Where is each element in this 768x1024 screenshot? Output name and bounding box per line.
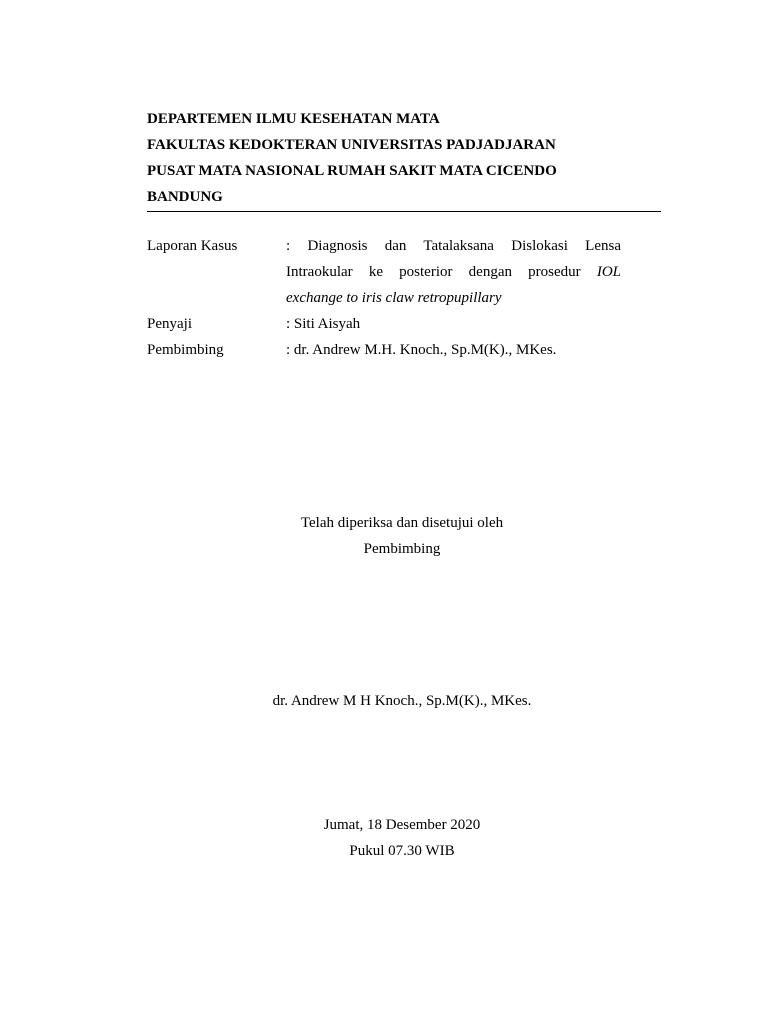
laporan-label: Laporan Kasus [147,238,238,254]
laporan-row [147,233,621,311]
laporan-line-2-text: Intraokular ke posterior dengan prosedur [286,264,581,280]
approval-role: Pembimbing [363,541,441,557]
institution-header [147,106,661,210]
approval-block [0,510,768,562]
signer-name: dr. Andrew M H Knoch., Sp.M(K)., MKes. [272,693,532,709]
pembimbing-value: : dr. Andrew M.H. Knoch., Sp.M(K)., MKes. [286,342,557,358]
header-hospital: PUSAT MATA NASIONAL RUMAH SAKIT MATA CICENDO [147,163,557,179]
pembimbing-row [147,337,621,363]
laporan-line-1: : Diagnosis dan Tatalaksana Dislokasi Lensa [286,238,621,254]
laporan-line-3: exchange to iris claw retropupillary [286,290,502,306]
laporan-line-2-italic: IOL [596,264,621,280]
header-department: DEPARTEMEN ILMU KESEHATAN MATA [147,111,440,127]
header-faculty: FAKULTAS KEDOKTERAN UNIVERSITAS PADJADJARAN [147,137,556,153]
penyaji-label: Penyaji [147,316,192,332]
laporan-line-2 [286,259,621,285]
penyaji-row [147,311,621,337]
datetime-block [0,812,768,864]
header-divider [147,211,661,212]
presentation-time: Pukul 07.30 WIB [349,843,455,859]
laporan-value [286,233,621,311]
signer-block [0,688,768,714]
header-city: BANDUNG [147,189,223,205]
penyaji-value: : Siti Aisyah [286,316,361,332]
approval-statement: Telah diperiksa dan disetujui oleh [300,515,504,531]
presentation-date: Jumat, 18 Desember 2020 [323,817,481,833]
pembimbing-label: Pembimbing [147,342,224,358]
report-info [147,233,621,363]
